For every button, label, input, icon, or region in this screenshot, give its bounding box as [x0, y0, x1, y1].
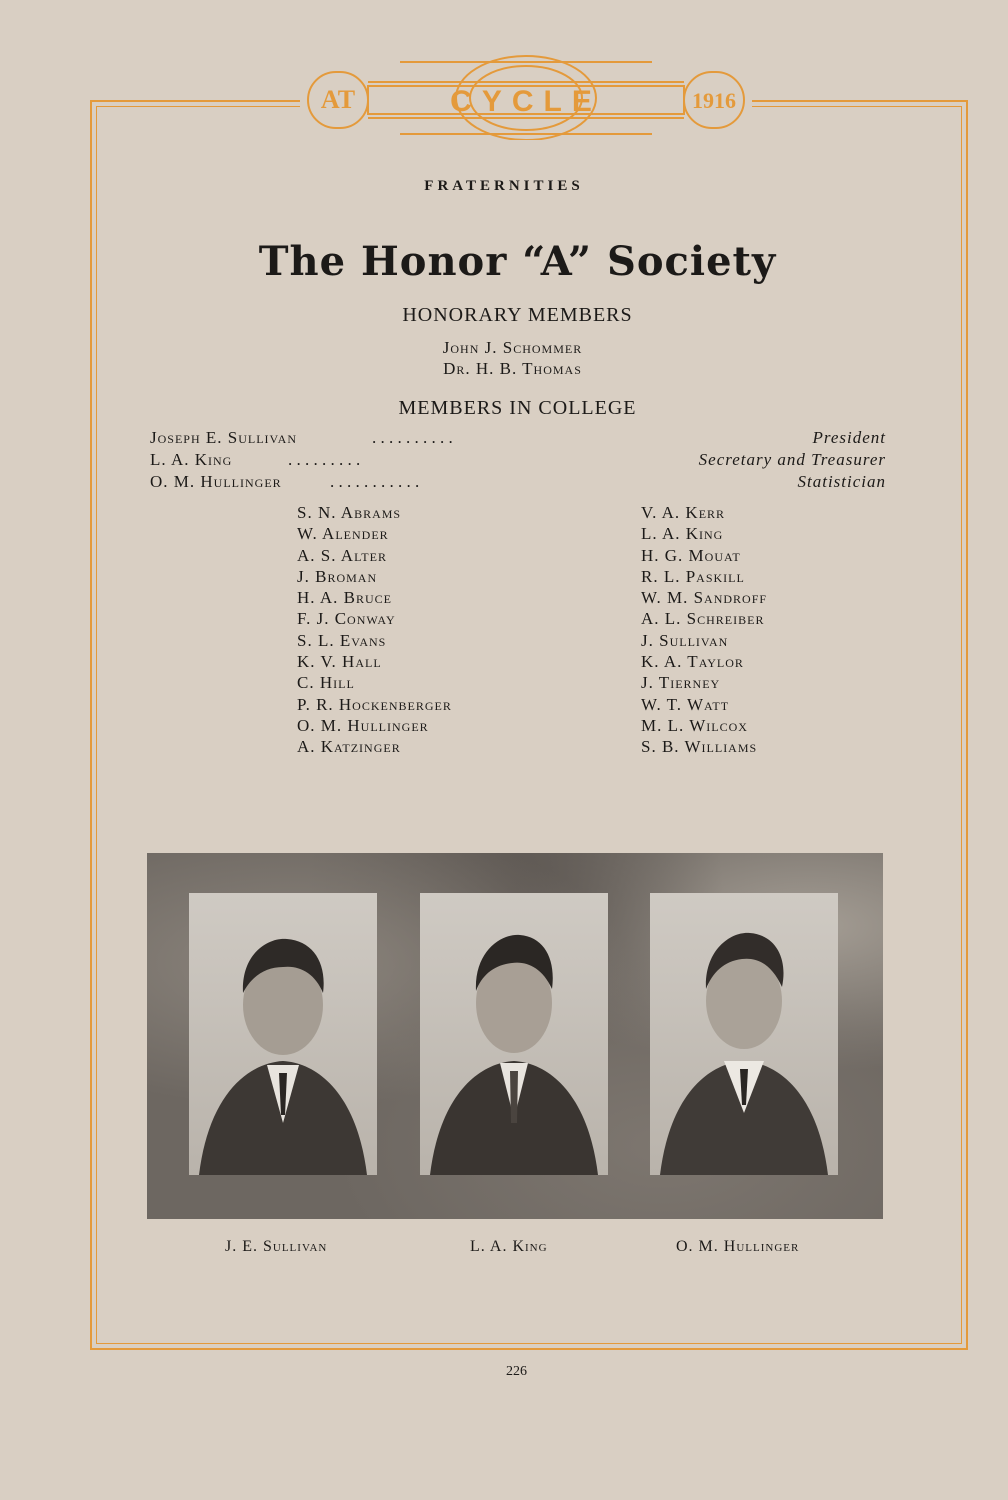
- member-name: H. A. Bruce: [297, 588, 392, 608]
- member-name: C. Hill: [297, 673, 355, 693]
- cycle-masthead: [300, 48, 752, 140]
- college-heading: MEMBERS IN COLLEGE: [398, 397, 637, 419]
- member-name: F. J. Conway: [297, 609, 396, 629]
- officer-leader-dots: . . . . . . . . . . .: [330, 472, 420, 491]
- masthead-word: CYCLE: [450, 85, 602, 118]
- officer-role: Secretary and Treasurer: [698, 450, 886, 469]
- portrait-caption: O. M. Hullinger: [676, 1238, 800, 1255]
- member-name: K. A. Taylor: [641, 652, 744, 672]
- portrait-photo: [420, 893, 608, 1175]
- officer-role: Statistician: [797, 472, 886, 491]
- officer-row: [150, 472, 886, 494]
- portrait-photo: [650, 893, 838, 1175]
- page-title: The Honor “A” Society: [258, 238, 777, 285]
- officer-name: Joseph E. Sullivan: [150, 428, 297, 447]
- honorary-member: John J. Schommer: [442, 338, 583, 357]
- member-name: P. R. Hockenberger: [297, 694, 452, 714]
- members-left-column: [297, 502, 452, 758]
- members-right-column: [641, 502, 767, 758]
- member-name: R. L. Paskill: [641, 566, 745, 586]
- officer-name: O. M. Hullinger: [150, 472, 282, 491]
- member-name: A. S. Alter: [297, 545, 387, 565]
- page-number: 226: [506, 1364, 527, 1379]
- portrait-caption: L. A. King: [470, 1238, 548, 1255]
- member-name: O. M. Hullinger: [297, 715, 429, 735]
- member-name: J. Tierney: [641, 673, 721, 693]
- member-name: W. Alender: [297, 524, 389, 544]
- officer-leader-dots: . . . . . . . . . .: [372, 428, 453, 447]
- portrait-caption: J. E. Sullivan: [225, 1238, 328, 1255]
- member-name: L. A. King: [641, 524, 724, 544]
- officer-leader-dots: . . . . . . . . .: [288, 450, 361, 469]
- honorary-heading: HONORARY MEMBERS: [402, 304, 633, 326]
- portrait-panel: [147, 853, 883, 1219]
- member-name: W. M. Sandroff: [641, 588, 768, 608]
- masthead-ornament: [300, 48, 752, 140]
- officer-role: President: [812, 428, 886, 447]
- masthead-left-mark: AT: [320, 85, 356, 114]
- member-name: M. L. Wilcox: [641, 715, 748, 735]
- member-name: K. V. Hall: [297, 652, 382, 672]
- officer-name: L. A. King: [150, 450, 233, 469]
- section-label: FRATERNITIES: [424, 178, 584, 194]
- member-name: J. Broman: [297, 566, 378, 586]
- honorary-members: [0, 337, 1008, 379]
- member-name: W. T. Watt: [641, 694, 730, 714]
- member-name: S. N. Abrams: [297, 503, 402, 522]
- portrait-photo: [189, 893, 377, 1175]
- honorary-member: Dr. H. B. Thomas: [443, 359, 582, 378]
- officer-row: [150, 450, 886, 472]
- officer-row: [150, 428, 886, 450]
- member-name: A. L. Schreiber: [641, 609, 765, 629]
- member-name: V. A. Kerr: [641, 503, 726, 522]
- member-name: S. L. Evans: [297, 630, 387, 650]
- member-name: S. B. Williams: [641, 737, 758, 757]
- masthead-right-mark: 1916: [692, 88, 736, 113]
- member-name: H. G. Mouat: [641, 545, 741, 565]
- member-name: A. Katzinger: [297, 737, 401, 757]
- member-name: J. Sullivan: [641, 630, 729, 650]
